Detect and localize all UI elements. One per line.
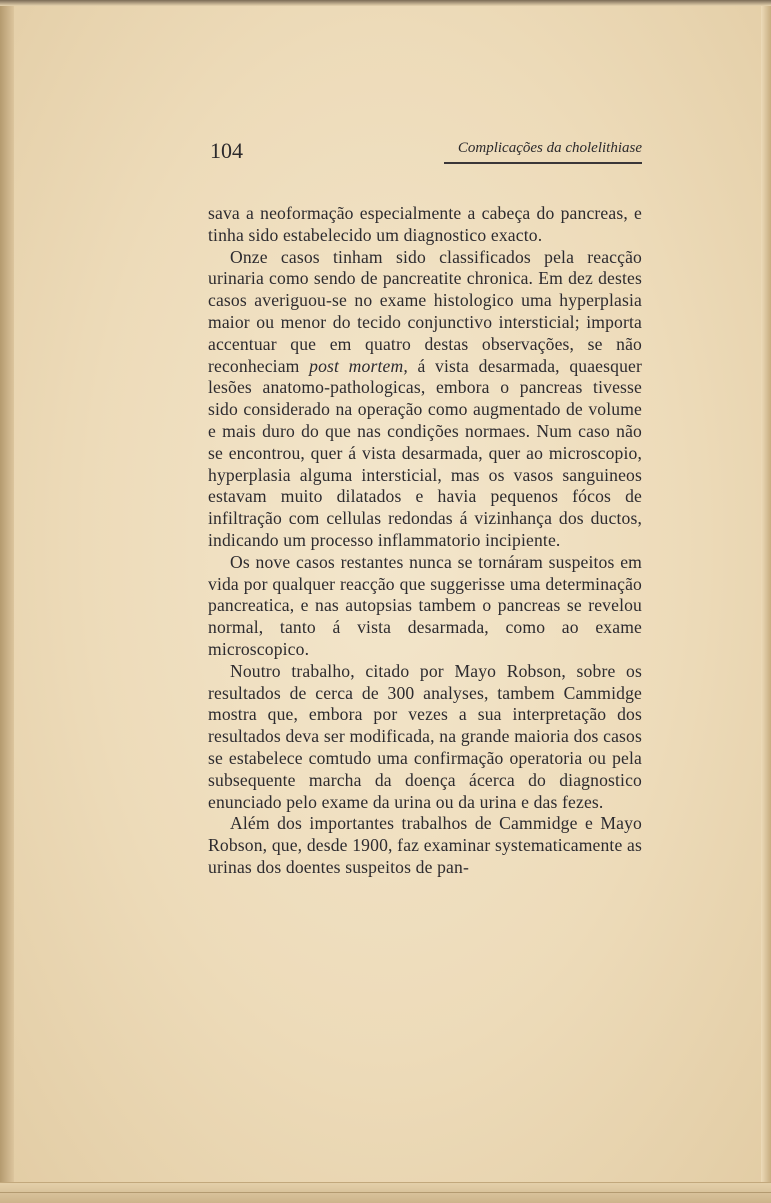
page-number: 104 xyxy=(210,138,243,163)
page-left-edge xyxy=(0,0,14,1203)
page-header xyxy=(210,132,642,166)
paragraph-2 xyxy=(208,247,642,552)
running-head: Complicações da cholelithiase xyxy=(457,140,642,156)
paragraph-2-italic: post mortem, xyxy=(309,355,408,376)
paragraph-2-tail: á vista desarmada, quaesquer lesões anatomo-pathologicas, embora o pancreas tivesse sido considerado na operação como augmentado de volume e mais duro do que nas condições normaes. Num caso não se encontrou, quer á vista desarmada, quer ao microscopio, hyperplasia alguma intersticial, mas os vasos sanguineos estavam muito dilatados e havia pequenos fócos de infiltração com cellulas redondas á vizinhança dos ductos, indicando um processo inflammatorio incipiente. xyxy=(208,355,642,550)
header-rule xyxy=(444,162,642,164)
paragraph-4: Noutro trabalho, citado por Mayo Robson, sobre os resultados de cerca de 300 analyses, tambem Cammidge mostra que, embora por vezes a sua interpretação dos resultados deva ser modificada, na grande maioria dos casos se estabelece comtudo uma confirmação operatoria ou pela subsequente marcha da doença ácerca do diagnostico enunciado pelo exame da urina ou da urina e das fezes. xyxy=(208,660,642,812)
paragraph-5: Além dos importantes trabalhos de Cammidge e Mayo Robson, que, desde 1900, faz examinar systematicamente as urinas dos doentes suspeitos de pan- xyxy=(208,813,642,877)
body-text xyxy=(208,203,642,879)
paragraph-3: Os nove casos restantes nunca se tornáram suspeitos em vida por qualquer reacção que suggerisse uma determinação pancreatica, e nas autopsias tambem o pancreas se revelou normal, tanto á vista desarmada, como ao exame microscopico. xyxy=(208,551,642,659)
page-bottom-line xyxy=(0,1192,771,1193)
paragraph-2-text: Onze casos tinham sido classificados pela reacção urinaria como sendo de pancreatite chronica. Em dez destes casos averiguou-se no exame histologico uma hyperplasia maior ou menor do tecido conjunctivo intersticial; importa accentuar que em quatro destas observações, se não reconheciam xyxy=(208,246,642,376)
paragraph-1: sava a neoformação especialmente a cabeça do pancreas, e tinha sido estabelecido um diagnostico exacto. xyxy=(208,203,642,245)
page-right-edge xyxy=(761,0,771,1203)
page-top-edge xyxy=(0,0,771,6)
